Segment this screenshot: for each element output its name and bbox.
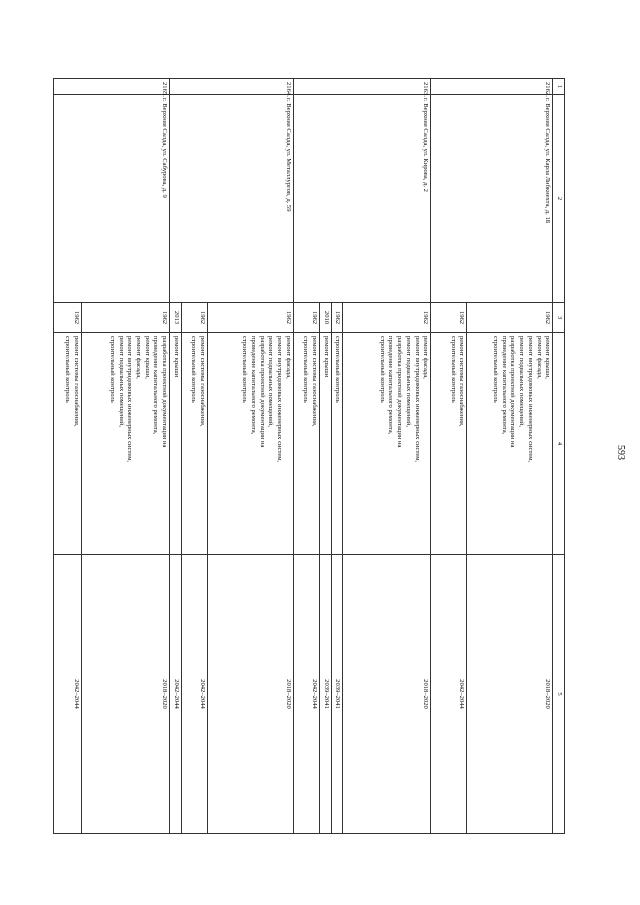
header-row (553, 79, 565, 834)
address-cell: г. Верхняя Салда, ул. Кирова, д. 2 (293, 95, 430, 303)
work-item: строительный контроль (302, 336, 310, 403)
header-cell: 5 (553, 555, 565, 834)
work-item: ремонт подвальных помещений, (518, 336, 526, 427)
address-cell: г. Верхняя Салда, ул. Сабурова, д. 9 (54, 95, 170, 303)
work-item: ремонт внутридомовых инженерных систем, (276, 336, 284, 463)
work-item: ремонт внутридомовых инженерных систем, (413, 336, 421, 463)
rotated-table-wrapper (64, 78, 565, 833)
work-item: строительный контроль (108, 336, 116, 403)
capital-repair-table (53, 78, 565, 834)
works-cell (431, 333, 467, 555)
period-cell: 2042–2044 (181, 555, 207, 834)
work-item: ремонт подвальных помещений, (117, 336, 125, 427)
works-cell (293, 333, 319, 555)
header-cell: 3 (553, 303, 565, 333)
year-cell: 1962 (467, 303, 553, 333)
row-number-cell: 2163. (293, 79, 430, 95)
row-number-cell: 2165. (54, 79, 170, 95)
work-item: строительный контроль (334, 336, 342, 403)
work-item: ремонт крыши (172, 336, 180, 378)
header-cell: 4 (553, 333, 565, 555)
work-item: ремонт системы газоснабжения, (198, 336, 206, 427)
works-cell (54, 333, 82, 555)
work-item: ремонт системы газоснабжения, (310, 336, 318, 427)
work-item: разработка проектной документации на (161, 336, 169, 448)
work-item: строительный контроль (378, 336, 386, 403)
period-cell: 2039–2041 (319, 555, 331, 834)
year-cell: 1962 (343, 303, 431, 333)
work-item: разработка проектной документации на (258, 336, 266, 448)
row-number-cell: 2164. (170, 79, 294, 95)
work-item: проведение капитального ремонта, (152, 336, 160, 435)
year-cell: 1962 (431, 303, 467, 333)
address-cell: г. Верхняя Салда, ул. Металлургов, д. 59 (170, 95, 294, 303)
work-item: ремонт фасада, (135, 336, 143, 379)
year-cell: 1962 (54, 303, 82, 333)
page-number-text: 593 (614, 445, 626, 460)
row-number-cell: 2162. (431, 79, 553, 95)
works-cell (467, 333, 553, 555)
work-item: ремонт крыши (322, 336, 330, 378)
work-item: ремонт системы газоснабжения, (73, 336, 81, 427)
works-cell (170, 333, 182, 555)
works-cell (181, 333, 207, 555)
work-item: строительный контроль (241, 336, 249, 403)
work-item: ремонт крыши, (544, 336, 552, 379)
year-cell: 2013 (170, 303, 182, 333)
period-cell: 2042–2044 (293, 555, 319, 834)
page-number (600, 0, 640, 905)
work-item: ремонт фасада, (535, 336, 543, 379)
work-item: ремонт подвальных помещений, (267, 336, 275, 427)
work-item: строительный контроль (449, 336, 457, 403)
year-cell: 1962 (82, 303, 170, 333)
work-item: ремонт фасада, (422, 336, 430, 379)
table-body (54, 79, 553, 834)
year-cell: 2010 (319, 303, 331, 333)
period-cell: 2042–2044 (431, 555, 467, 834)
work-item: ремонт подвальных помещений, (404, 336, 412, 427)
work-item: строительный контроль (492, 336, 500, 403)
address-cell: г. Верхняя Салда, ул. Карла Либкнехта, д. 1Б (431, 95, 553, 303)
works-cell (331, 333, 343, 555)
table-row (207, 79, 293, 834)
period-cell: 2042–2044 (170, 555, 182, 834)
work-item: ремонт внутридомовых инженерных систем, (526, 336, 534, 463)
work-item: ремонт системы газоснабжения, (458, 336, 466, 427)
year-cell: 1962 (331, 303, 343, 333)
work-item: разработка проектной документации на (396, 336, 404, 448)
period-cell: 2039–2041 (331, 555, 343, 834)
year-cell: 1962 (293, 303, 319, 333)
work-item: строительный контроль (190, 336, 198, 403)
works-cell (207, 333, 293, 555)
works-cell (319, 333, 331, 555)
work-item: ремонт фасада, (284, 336, 292, 379)
period-cell: 2018–2020 (343, 555, 431, 834)
header-cell: 2 (553, 95, 565, 303)
work-item: проведение капитального ремонта, (250, 336, 258, 435)
table-row (82, 79, 170, 834)
work-item: проведение капитального ремонта, (387, 336, 395, 435)
works-cell (82, 333, 170, 555)
work-item: ремонт крыши, (143, 336, 151, 379)
table-row (467, 79, 553, 834)
period-cell: 2018–2020 (467, 555, 553, 834)
work-item: разработка проектной документации на (509, 336, 517, 448)
period-cell: 2018–2020 (82, 555, 170, 834)
period-cell: 2018–2020 (207, 555, 293, 834)
work-item: строительный контроль (64, 336, 72, 403)
year-cell: 1962 (181, 303, 207, 333)
work-item: ремонт внутридомовых инженерных систем, (126, 336, 134, 463)
table-row (343, 79, 431, 834)
header-cell: 1 (553, 79, 565, 95)
period-cell: 2042–2044 (54, 555, 82, 834)
work-item: проведение капитального ремонта, (500, 336, 508, 435)
works-cell (343, 333, 431, 555)
year-cell: 1962 (207, 303, 293, 333)
